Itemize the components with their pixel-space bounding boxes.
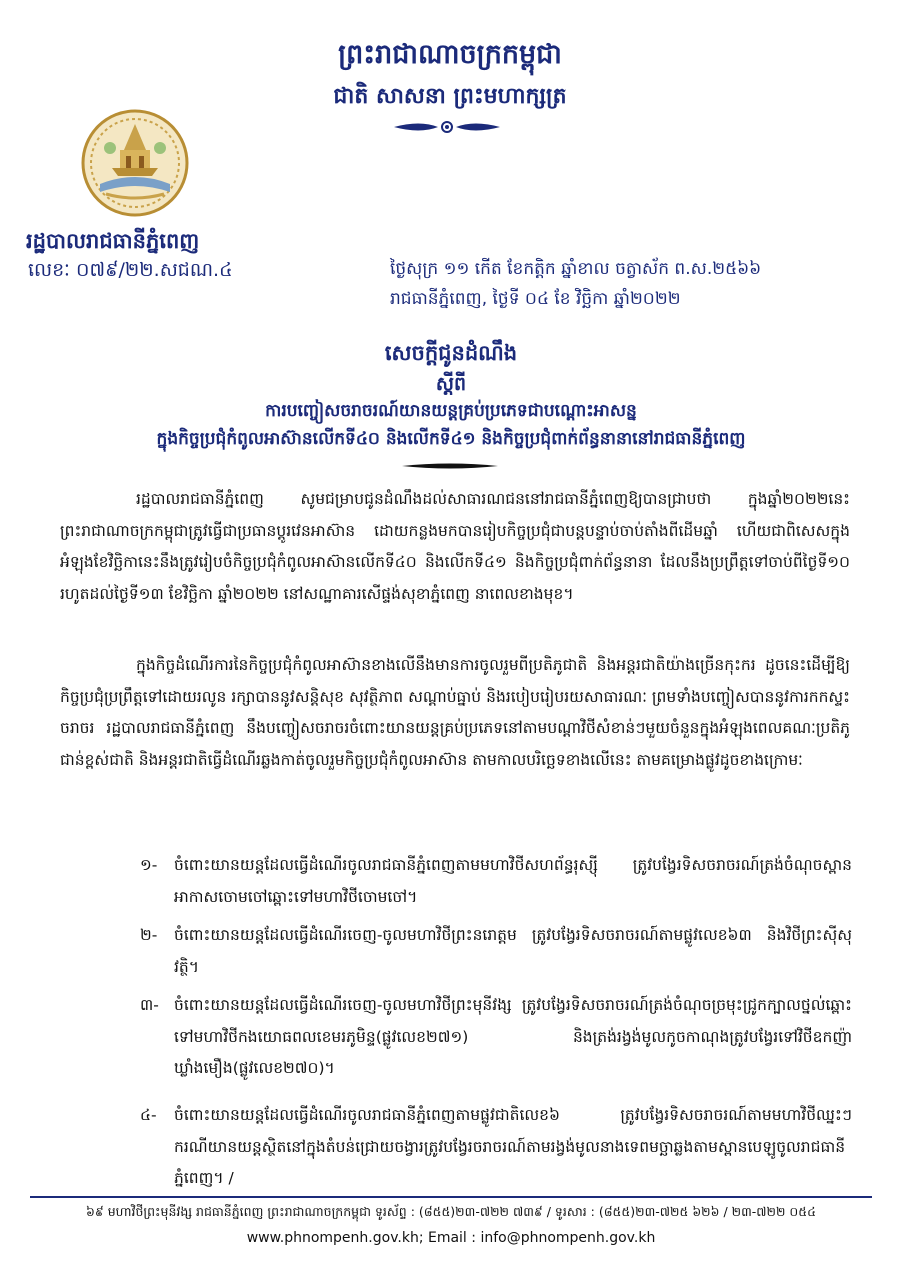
list-item-text: ចំពោះយានយន្តដែលធ្វើដំណើរចូលរាជធានីភ្នំពេញតាមផ្លូវជាតិលេខ៦ ត្រូវបង្វែរទិសចរាចរណ៍តាមមហាវិថីឈ្នះៗ ករណីយានយន្តស្ថិតនៅក្នុងតំបន់ជ្រោយចង្វារត្រូវបង្វែរចរាចរណ៍តាមរង្វង់មូលនាងទេពមច្ឆាឆ្លងតាមស្ពានបេឡូចូលរាជធានីភ្នំពេញ។ / [174,1106,852,1187]
list-item-number: ១- [140,856,158,874]
list-item-text: ចំពោះយានយន្តដែលធ្វើដំណើរចេញ-ចូលមហាវិថីព្រះនរោត្តម ត្រូវបង្វែរទិសចរាចរណ៍តាមផ្លូវលេខ៦៣ និងវិថីព្រះស៊ីសុវត្ថិ។ [174,926,852,976]
list-item-text: ចំពោះយានយន្តដែលធ្វើដំណើរចូលរាជធានីភ្នំពេញតាមមហាវិថីសហព័ន្ធរុស្ស៊ី ត្រូវបង្វែរទិសចរាចរណ៍ត្រង់ចំណុចស្ពានអាកាសចោមចៅឆ្ពោះទៅមហាវិថីចោមចៅ។ [174,856,852,906]
kingdom-heading: ព្រះរាជាណាចក្រកម្ពុជា [338,39,562,70]
footer-address: ៦៩ មហាវិថីព្រះមុនីវង្ស រាជធានីភ្នំពេញ ព្រះរាជាណាចក្រកម្ពុជា ទូរស័ព្ទ : (៨៥៥)២៣-៧២២ ៧៣៩ / ទូរសារ : (៨៥៥)២៣-៧២៥ ៦២៦ / ២៣-៧២២ ០៥៤ [86,1204,816,1219]
list-item [140,920,852,983]
motto-heading: ជាតិ សាសនា ព្រះមហាក្សត្រ [333,84,567,109]
list-item [140,990,852,1085]
footer-contact-web: www.phnompenh.gov.kh; Email : info@phnompenh.gov.kh [246,1230,656,1246]
list-item-number: ៤- [140,1106,157,1124]
reference-number: លេខៈ ០៧៩/២២.សជណ.៤ [28,259,233,281]
subject-line-1: ការបញ្ចៀសចរាចរណ៍យានយន្តគ្រប់ប្រភេទជាបណ្តោះអាសន្ន [265,401,637,421]
lunar-date: ថ្ងៃសុក្រ ១១ កើត ខែកត្តិក ឆ្នាំខាល ចត្វាស័ក ព.ស.២៥៦៦ [390,259,762,279]
phnom-penh-seal-logo [80,108,190,218]
footer-divider [30,1196,872,1198]
list-item-number: ៣- [140,996,159,1014]
body-paragraph: ក្នុងកិច្ចដំណើរការនៃកិច្ចប្រជុំកំពូលអាស៊ានខាងលើនឹងមានការចូលរួមពីប្រតិភូជាតិ និងអន្តរជាតិយ៉ាងច្រើនកុះករ ដូចនេះដើម្បីឱ្យកិច្ចប្រជុំប្រព្រឹត្តទៅដោយរលូន រក្សាបាននូវសន្តិសុខ សុវត្ថិភាព សណ្តាប់ធ្នាប់ និងរបៀបរៀបរយសាធារណៈ ព្រមទាំងបញ្ចៀសបាននូវការកកស្ទះចរាចរ រដ្ឋបាលរាជធានីភ្នំពេញ នឹងបញ្ចៀសចរាចរចំពោះយានយន្តគ្រប់ប្រភេទនៅតាមបណ្តាវិថីសំខាន់ៗមួយចំនួនក្នុងអំឡុងពេលគណៈប្រតិភូជាន់ខ្ពស់ជាតិ និងអន្តរជាតិធ្វើដំណើរឆ្លងកាត់ចូលរួមកិច្ចប្រជុំកំពូលអាស៊ាន តាមកាលបរិច្ឆេទខាងលើនេះ តាមគម្រោងផ្លូវដូចខាងក្រោមៈ [60,656,850,769]
list-item-text: ចំពោះយានយន្តដែលធ្វើដំណើរចេញ-ចូលមហាវិថីព្រះមុនីវង្ស ត្រូវបង្វែរទិសចរាចរណ៍ត្រង់ចំណុចច្រមុះជ្រូកក្បាលថ្នល់ឆ្ពោះទៅមហាវិថីកងយោធពលខេមរភូមិន្ទ(ផ្លូវលេខ២៧១) និងត្រង់រង្វង់មូលកូចកាណុងត្រូវបង្វែរទៅវិថីឧកញ៉ា ឃ្លាំងមឿង(ផ្លូវលេខ២៧០)។ [174,996,852,1077]
issuing-office-name: រដ្ឋបាលរាជធានីភ្នំពេញ [26,229,200,253]
body-paragraph: រដ្ឋបាលរាជធានីភ្នំពេញ សូមជម្រាបជូនដំណឹងដល់សាធារណជននៅរាជធានីភ្នំពេញឱ្យបានជ្រាបថា ក្នុងឆ្នាំ២០២២នេះ ព្រះរាជាណាចក្រកម្ពុជាត្រូវធ្វើជាប្រធានប្តូរវេនអាស៊ាន ដោយកន្លងមកបានរៀបកិច្ចប្រជុំជាបន្តបន្ទាប់ចាប់តាំងពីដើមឆ្នាំ ហើយជាពិសេសក្នុងអំឡុងខែវិច្ឆិកានេះនឹងត្រូវរៀបចំកិច្ចប្រជុំកំពូលអាស៊ានលើកទី៤០ និងលើកទី៤១ និងកិច្ចប្រជុំពាក់ព័ន្ធនានា ដែលនឹងប្រព្រឹត្តទៅចាប់ពីថ្ងៃទី១០ រហូតដល់ថ្ងៃទី១៣ ខែវិច្ឆិកា ឆ្នាំ២០២២ នៅសណ្ឋាគារសើផ្ទង់សុខាភ្នំពេញ នាពេលខាងមុខ។ [60,490,850,603]
list-item [140,850,852,913]
solar-date: រាជធានីភ្នំពេញ, ថ្ងៃទី ០៤ ខែ វិច្ឆិកា ឆ្នាំ២០២២ [390,289,681,309]
list-item [140,1100,852,1195]
list-item-number: ២- [140,926,158,944]
title-divider [402,462,498,470]
subject-line-2: ក្នុងកិច្ចប្រជុំកំពូលអាស៊ានលើកទី៤០ និងលើកទី៤១ និងកិច្ចប្រជុំពាក់ព័ន្ធនានានៅរាជធានីភ្នំពេញ [156,429,746,449]
document-about: ស្តីពី [435,373,467,395]
ornament-divider [392,118,502,136]
document-title: សេចក្តីជូនដំណឹង [384,341,518,365]
